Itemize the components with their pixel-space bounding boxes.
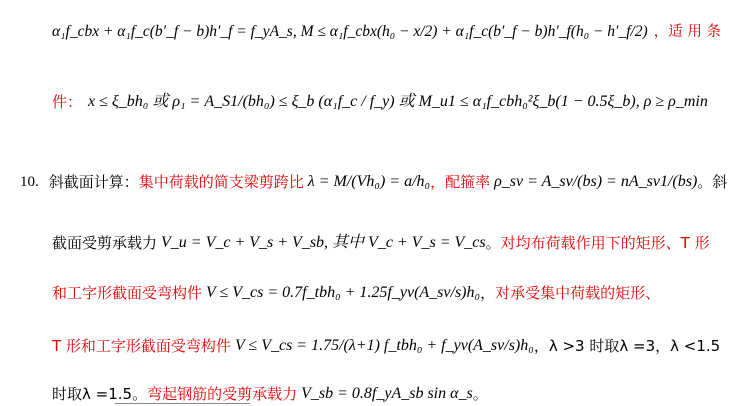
shear-capacity-label: 截面受剪承载力 (52, 234, 158, 252)
shear-capacity-formula: V_u = V_c + V_s + V_sb, 其中 V_c + V_s = V_cs (161, 234, 486, 251)
section-title: 斜截面计算： (48, 173, 139, 191)
uniform-load-formula: V ≤ V_cs = 0.7f_tbh₀ + 1.25f_yv(A_sv/s)h₀ (206, 284, 481, 301)
applicability-label-start: ，适 用 条 (653, 24, 721, 40)
t-section-label: T 形和工字形截面受弯构件 (52, 337, 231, 355)
bent-bar-formula: V_sb = 0.8f_yA_sb sin α_s (301, 385, 473, 402)
concentrated-load-label: 对承受集中荷载的矩形、 (495, 284, 661, 302)
line-5-comma: ， (480, 284, 496, 302)
line-2 (52, 92, 708, 112)
line-4-period: 。 (485, 234, 501, 252)
bent-bar-label: 弯起钢筋的受剪承载力 (147, 385, 298, 403)
stirrup-ratio-formula: ρ_sv = A_sv/(bs) = nA_sv1/(bs) (494, 173, 698, 190)
stirrup-ratio-label: ，配箍率 (430, 173, 491, 191)
line-3-tail: 。斜 (697, 173, 728, 191)
item-number: 10. (20, 174, 39, 190)
applicability-label-end: 件： (52, 93, 83, 111)
line-3 (20, 172, 727, 192)
lambda-condition-end: 时取λ =1.5。 (52, 385, 148, 403)
line-4 (52, 233, 710, 253)
shear-span-ratio-label: 集中荷载的简支梁剪跨比 (138, 173, 304, 191)
i-section-label: 和工字形截面受弯构件 (52, 284, 203, 302)
divider-underline (115, 403, 250, 404)
line-1 (52, 22, 721, 42)
line-6 (52, 336, 720, 356)
line-7-period: 。 (472, 385, 488, 403)
line-7 (52, 384, 488, 404)
applicability-formula: x ≤ ξ_bh₀ 或 ρ₁ = A_S1/(bh₀) ≤ ξ_b (α₁f_c / f_y) 或 M_u1 ≤ α₁f_cbh₀²ξ_b(1 − 0.5ξ_b), ρ ≥ ρ_min (88, 93, 708, 110)
shear-span-ratio-formula: λ = M/(Vh₀) = a/h₀ (307, 173, 431, 190)
bending-equilibrium-formula: α₁f_cbx + α₁f_c(b′_f − b)h′_f = f_yA_s, M ≤ α₁f_cbx(h₀ − x/2) + α₁f_c(b′_f − b)h′_f(h₀ − h′_f/2) (52, 23, 648, 40)
line-5 (52, 283, 660, 303)
uniform-load-label: 对均布荷载作用下的矩形、T 形 (500, 234, 710, 252)
concentrated-load-formula: V ≤ V_cs = 1.75/(λ+1) f_tbh₀ + f_yv(A_sv/s)h₀ (234, 337, 534, 354)
lambda-condition: ，λ >3 时取λ =3，λ <1.5 (533, 337, 721, 355)
